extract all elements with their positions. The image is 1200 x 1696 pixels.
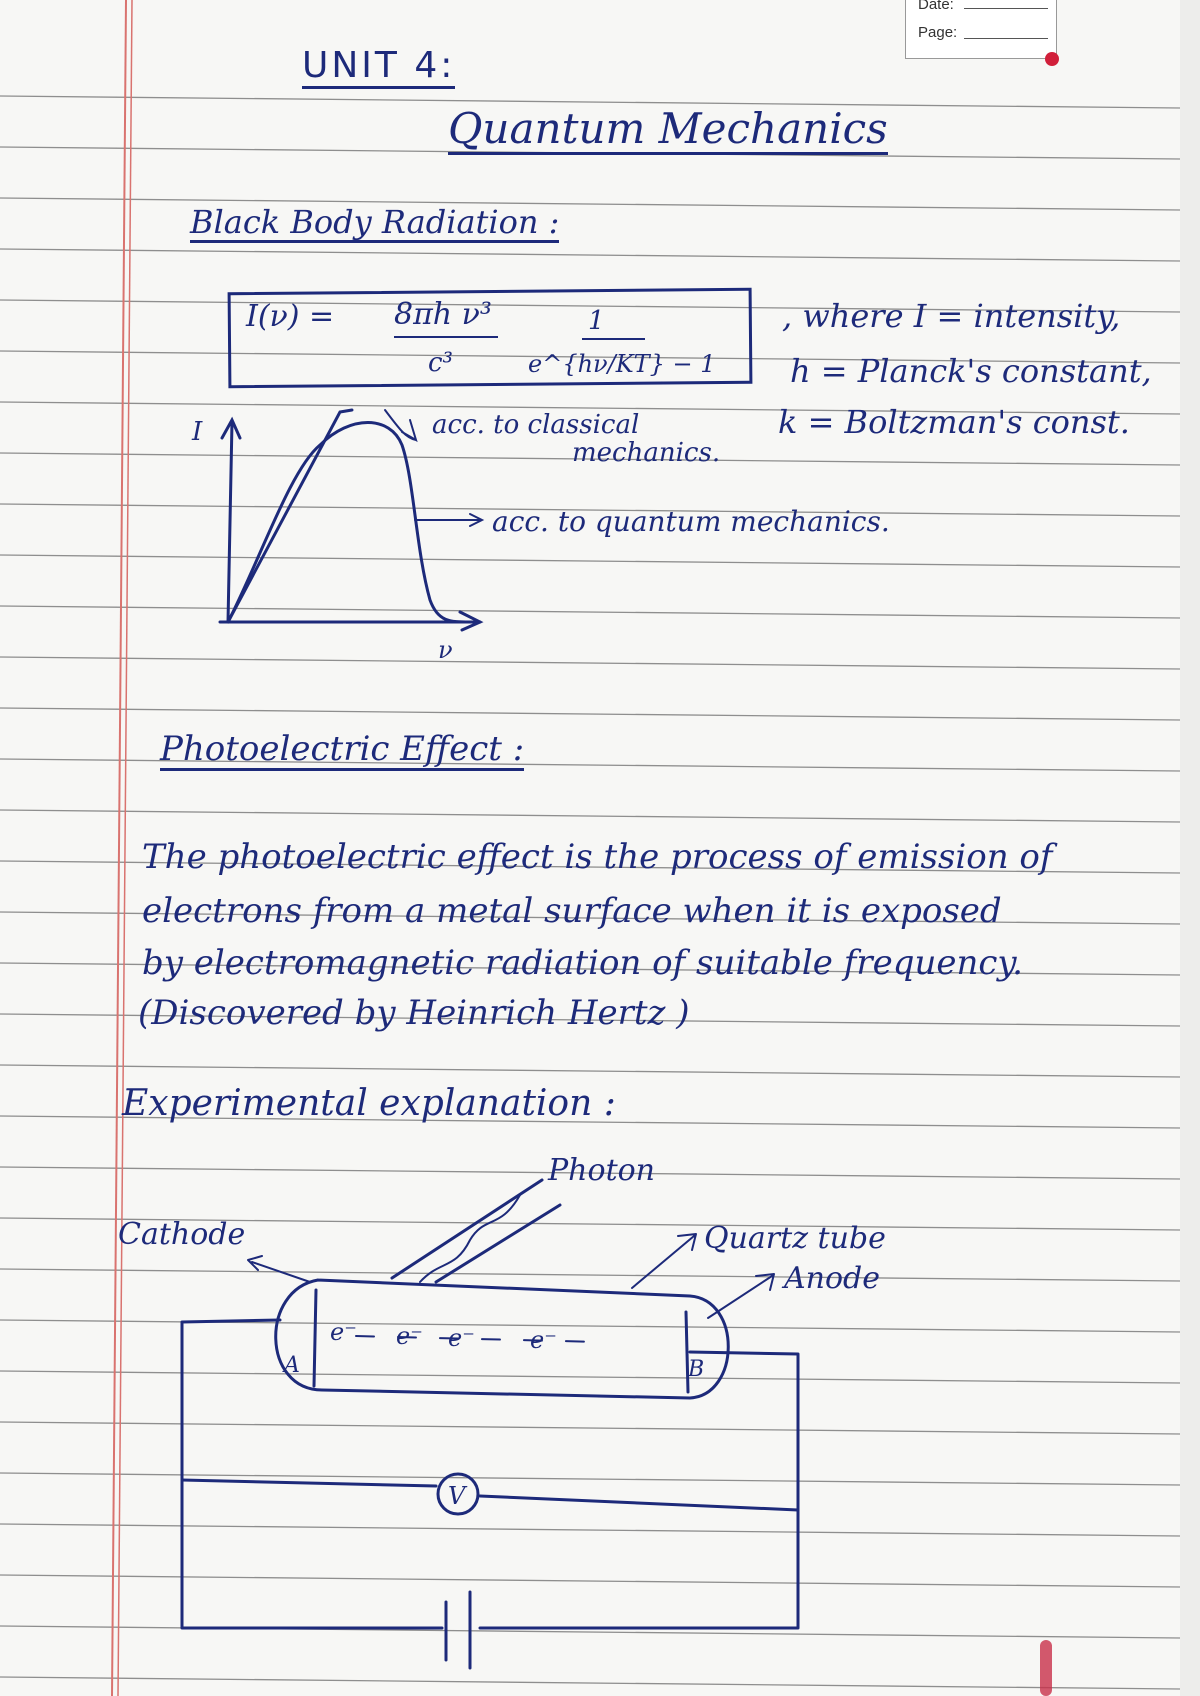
formula-lhs: I(ν) = (246, 299, 335, 334)
photoelectric-line-3: by electromagnetic radiation of suitable frequency. (142, 943, 1023, 983)
quartz-pointer (632, 1234, 696, 1288)
date-label: Date: (918, 0, 954, 13)
pointer-classical (385, 410, 416, 440)
black-body-graph (180, 360, 900, 664)
cathode-plate (314, 1290, 316, 1386)
anode-pointer (708, 1274, 774, 1318)
label-quartz-tube: Quartz tube (704, 1221, 886, 1256)
voltmeter-label: V (448, 1482, 466, 1510)
formula-denominator: c³ (428, 348, 453, 378)
label-photon: Photon (548, 1153, 656, 1188)
bookmark-dot (1045, 52, 1059, 66)
unit-title: UNIT 4: (302, 48, 455, 89)
circuit-left-wire (182, 1320, 442, 1628)
formula-frac2-numerator: 1 (582, 308, 645, 340)
where-intensity: , where I = intensity, (782, 297, 1121, 335)
label-a: A (284, 1353, 300, 1378)
photon-beam-2 (436, 1205, 560, 1282)
formula-numerator: 8πh ν³ (394, 300, 498, 338)
note-quantum: acc. to quantum mechanics. (492, 505, 890, 538)
photoelectric-heading: Photoelectric Effect : (160, 729, 525, 769)
electron-4: e⁻ (530, 1326, 557, 1354)
cathode-pointer (248, 1256, 310, 1282)
voltmeter-left-wire (182, 1480, 436, 1486)
photoelectric-line-2: electrons from a metal surface when it is exposed (142, 891, 1002, 931)
label-b: B (688, 1357, 705, 1382)
pointer-quantum (415, 514, 482, 526)
black-body-heading: Black Body Radiation : (190, 203, 560, 241)
note-classical-2: mechanics. (572, 438, 721, 468)
electron-1: e⁻ (330, 1318, 357, 1346)
page-label: Page: (918, 24, 958, 41)
red-mark (1040, 1640, 1052, 1696)
quantum-curve (228, 423, 470, 623)
where-boltzmann: k = Boltzman's const. (778, 403, 1130, 441)
photoelectric-line-1: The photoelectric effect is the process of emission of (142, 837, 1053, 877)
photoelectric-line-4: (Discovered by Heinrich Hertz ) (138, 993, 690, 1033)
label-anode: Anode (784, 1261, 881, 1296)
photoelectric-apparatus-diagram (0, 1130, 1100, 1690)
voltmeter-right-wire (480, 1496, 798, 1510)
date-page-box (905, 0, 1057, 59)
axis-y-label: I (192, 417, 203, 447)
date-line (964, 8, 1048, 9)
topic-title: Quantum Mechanics (448, 104, 888, 153)
label-cathode: Cathode (118, 1217, 246, 1252)
axis-x-label: ν (438, 636, 453, 664)
formula-frac2-denominator: e^{hν/KT} − 1 (528, 350, 716, 378)
y-axis (228, 422, 232, 622)
experimental-heading: Experimental explanation : (122, 1083, 616, 1124)
note-classical-1: acc. to classical (432, 410, 640, 440)
classical-curve (228, 410, 352, 622)
where-planck: h = Planck's constant, (790, 352, 1152, 390)
electron-2: e⁻ (396, 1322, 423, 1350)
page-line (964, 38, 1048, 39)
electron-3: e⁻ (448, 1324, 475, 1352)
